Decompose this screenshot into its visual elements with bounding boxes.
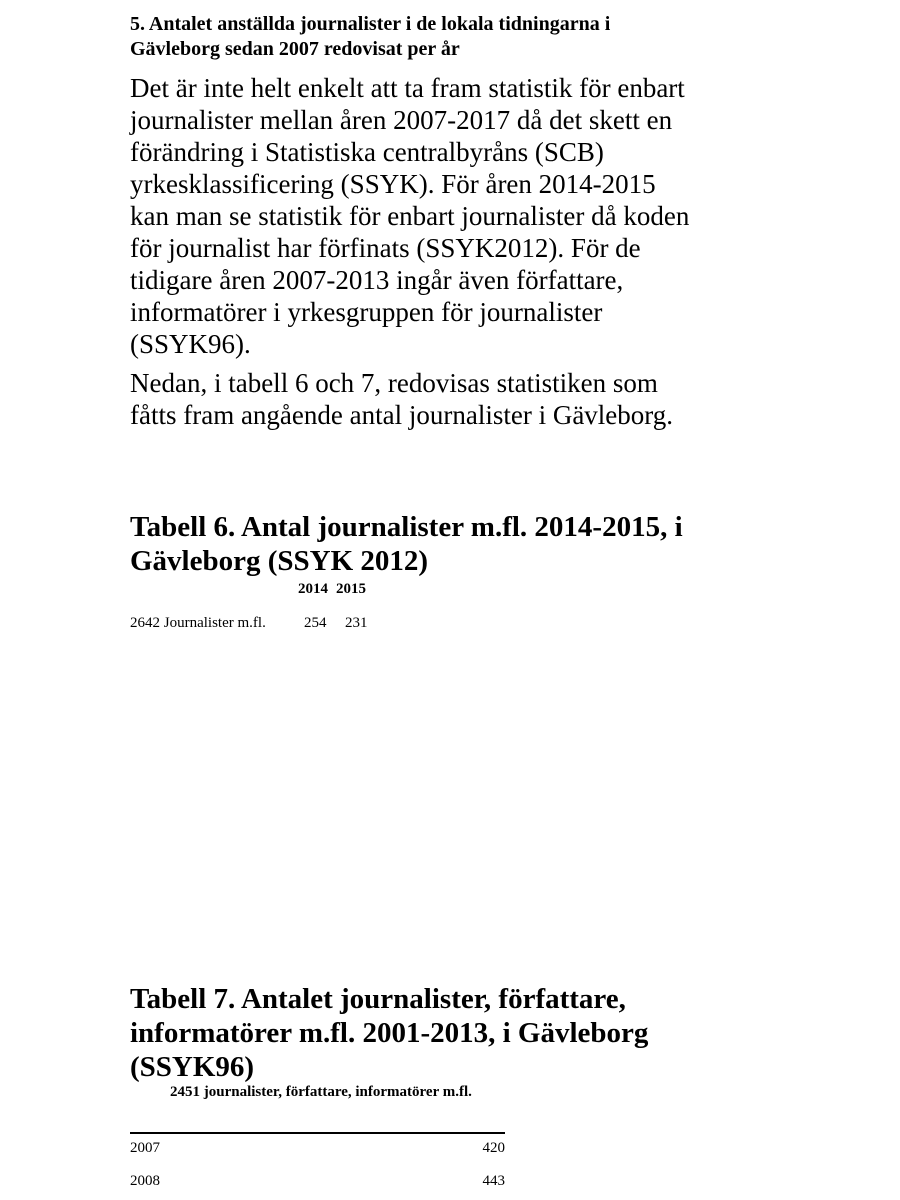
table-6-column-header: 2015: [336, 581, 366, 597]
table-6-row-label: 2642 Journalister m.fl.: [130, 615, 266, 631]
section-heading: 5. Antalet anställda journalister i de lokala tidningarna i Gävleborg sedan 2007 redovisat per år: [130, 13, 611, 60]
table-7-column-header: 2451 journalister, författare, informatörer m.fl.: [170, 1084, 472, 1100]
table-7-year: 2007: [130, 1140, 160, 1156]
table-6-cell: 231: [345, 615, 368, 631]
table-7-title: Tabell 7. Antalet journalister, författare, informatörer m.fl. 2001-2013, i Gävleborg (SSYK96): [130, 983, 649, 1083]
table-7-header-rule: [130, 1132, 505, 1134]
table-7-value: 443: [482, 1173, 505, 1189]
body-paragraph-table-intro: Nedan, i tabell 6 och 7, redovisas statistiken som fåtts fram angående antal journalister i Gävleborg.: [130, 368, 674, 430]
table-6-title: Tabell 6. Antal journalister m.fl. 2014-2015, i Gävleborg (SSYK 2012): [130, 511, 683, 577]
body-paragraph-ssyk-explanation: Det är inte helt enkelt att ta fram statistik för enbart journalister mellan åren 2007-2017 då det skett en förändring i Statistiska centralbyråns (SCB) yrkesklassificering (SSYK). För åren 2014-2015 kan man se statistik för enbart journalister då koden för journalist har förfinats (SSYK2012). För de tidigare åren 2007-2013 ingår även författare, informatörer i yrkesgruppen för journalister (SSYK96).: [130, 73, 690, 359]
table-7-year: 2008: [130, 1173, 160, 1189]
table-6-column-header: 2014: [298, 581, 328, 597]
table-6-cell: 254: [304, 615, 327, 631]
table-7-value: 420: [482, 1140, 505, 1156]
